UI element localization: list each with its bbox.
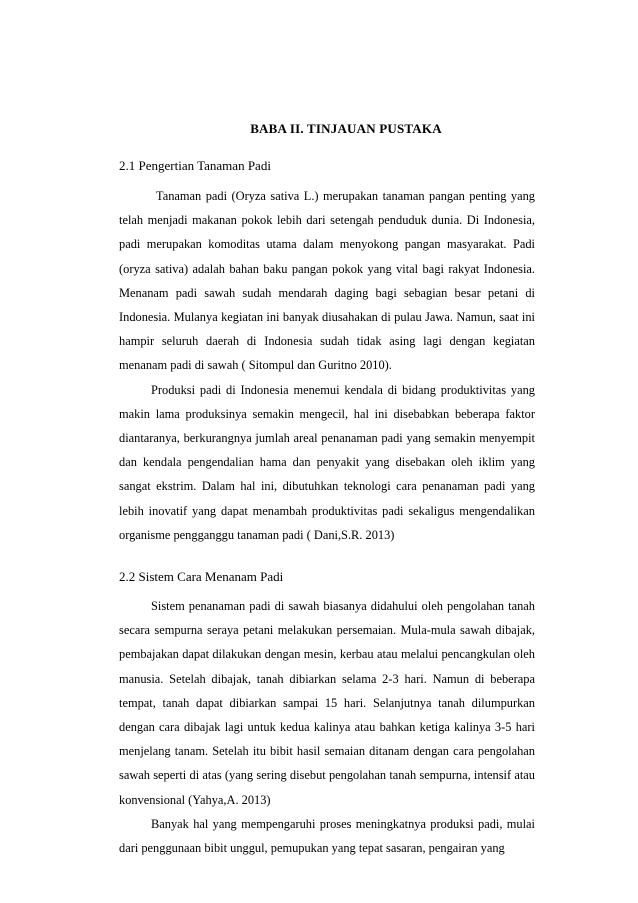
paragraph-pengertian-2: Produksi padi di Indonesia menemui kendala di bidang produktivitas yang makin lama produksinya semakin mengecil, hal ini disebabkan beberapa faktor diantaranya, berkurangnya jumlah areal penanaman padi yang semakin menyempit dan kendala pengendalian hama dan penyakit yang disebakan oleh iklim yang sangat ekstrim. Dalam hal ini, dibutuhkan teknologi cara penanaman padi yang lebih inovatif yang dapat menambah produktivitas padi sekaligus mengendalikan organisme pengganggu tanaman padi ( Dani,S.R. 2013) [119, 382, 535, 542]
section-heading-sistem: 2.2 Sistem Cara Menanam Padi [119, 569, 284, 585]
document-body [119, 152, 535, 860]
paragraph-sistem-2: Banyak hal yang mempengaruhi proses meningkatnya produksi padi, mulai dari penggunaan bibit unggul, pemupukan yang tepat sasaran, pengairan yang [119, 816, 535, 856]
section-heading-pengertian: 2.1 Pengertian Tanaman Padi [119, 158, 271, 173]
paragraph-sistem-1: Sistem penanaman padi di sawah biasanya didahului oleh pengolahan tanah secara sempurna seraya petani melakukan persemaian. Mula-mula sawah dibajak, pembajakan dapat dilakukan dengan mesin, kerbau atau melalui pencangkulan oleh manusia. Setelah dibajak, tanah dibiarkan selama 2-3 hari. Namun di beberapa tempat, tanah dapat dibiarkan sampai 15 hari. Selanjutnya tanah dilumpurkan dengan cara dibajak lagi untuk kedua kalinya atau bahkan ketiga kalinya 3-5 hari menjelang tanam. Setelah itu bibit hasil semaian ditanam dengan cara pengolahan sawah seperti di atas (yang sering disebut pengolahan tanah sempurna, intensif atau konvensional (Yahya,A. 2013) [119, 599, 535, 807]
chapter-title: BABA II. TINJAUAN PUSTAKA [250, 121, 442, 136]
paragraph-pengertian-1: Tanaman padi (Oryza sativa L.) merupakan tanaman pangan penting yang telah menjadi makanan pokok lebih dari setengah penduduk dunia. Di Indonesia, padi merupakan komoditas utama dalam menyokong pangan masyarakat. Padi (oryza sativa) adalah bahan baku pangan pokok yang vital bagi rakyat Indonesia. Menanam padi sawah sudah mendarah daging bagi sebagian besar petani di Indonesia. Mulanya kegiatan ini banyak diusahakan di pulau Jawa. Namun, saat ini hampir seluruh daerah di Indonesia sudah tidak asing lagi dengan kegiatan menanam padi di sawah ( Sitompul dan Guritno 2010). [119, 189, 535, 373]
